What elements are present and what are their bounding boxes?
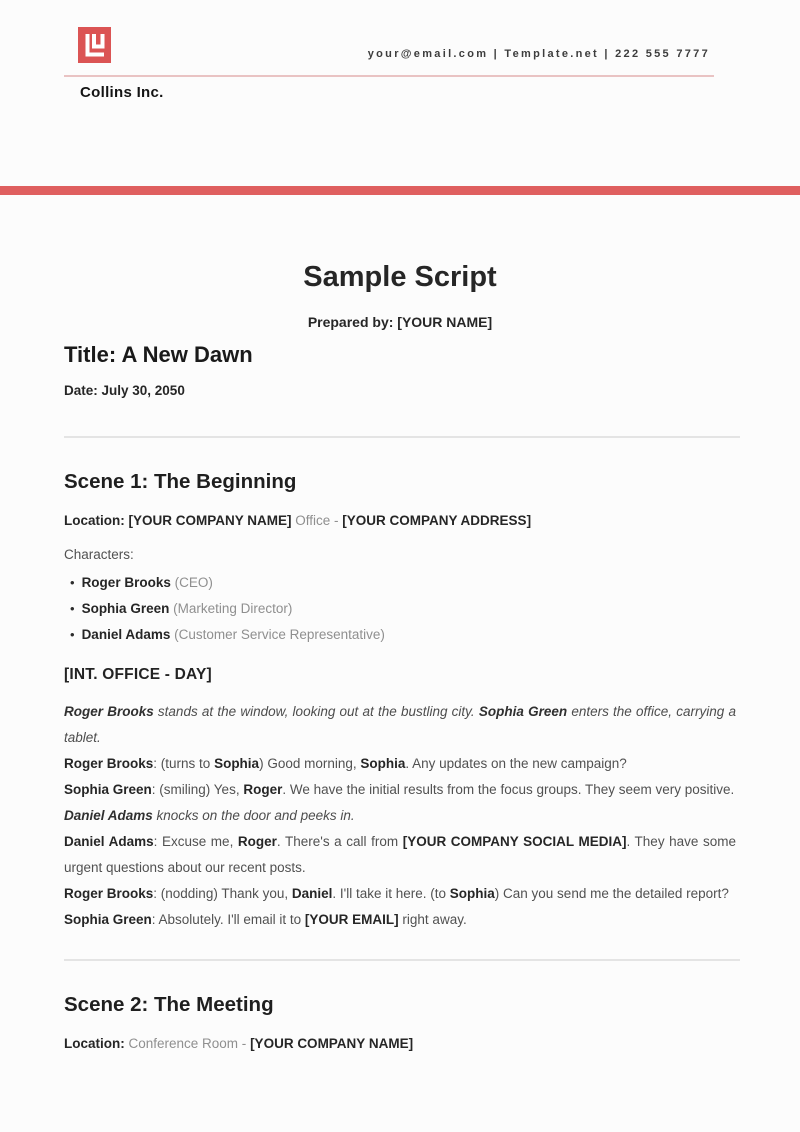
characters-label: Characters: (64, 547, 134, 562)
dialogue-line-sophia-1: Sophia Green: (smiling) Yes, Roger. We have the initial results from the focus groups. They seem very positive. (64, 782, 735, 797)
character-text: Roger Brooks (CEO) (81, 575, 213, 590)
character-item-roger (70, 570, 736, 596)
document-title: Sample Script (303, 261, 497, 293)
dialogue-line-daniel-1: Daniel Adams: Excuse me, Roger. There's a call from [YOUR COMPANY SOCIAL MEDIA]. They have some urgent questions about our recent posts. (64, 834, 737, 875)
script-title-line: Title: A New Dawn (64, 342, 253, 367)
letterhead-rule (64, 75, 714, 77)
scene-1-heading: Scene 1: The Beginning (64, 470, 297, 493)
slugline: [INT. OFFICE - DAY] (64, 666, 212, 683)
scene-2-heading: Scene 2: The Meeting (64, 993, 274, 1016)
contact-line: your@email.com | Template.net | 222 555 7777 (367, 48, 710, 60)
scene-1-location: Location: [YOUR COMPANY NAME] Office - [YOUR COMPANY ADDRESS] (64, 513, 532, 528)
scene-2-location: Location: Conference Room - [YOUR COMPANY NAME] (64, 1036, 414, 1051)
bullet-icon: • (70, 627, 75, 642)
letterhead-top-row (0, 0, 800, 63)
stage-direction-daniel: Daniel Adams knocks on the door and peeks in. (64, 808, 355, 823)
dialogue-line-sophia-2: Sophia Green: Absolutely. I'll email it to [YOUR EMAIL] right away. (64, 912, 467, 927)
section-divider-1 (64, 436, 740, 438)
character-text: Daniel Adams (Customer Service Representative) (81, 627, 385, 642)
company-logo-lu-monogram-icon (78, 27, 111, 63)
characters-list (70, 570, 736, 648)
dialogue-line-roger-2: Roger Brooks: (nodding) Thank you, Daniel. I'll take it here. (to Sophia) Can you send me the detailed report? (64, 886, 729, 901)
prepared-by-line: Prepared by: [YOUR NAME] (307, 314, 493, 330)
character-item-sophia (70, 596, 736, 622)
stage-direction: Roger Brooks stands at the window, looking out at the bustling city. Sophia Green enters the office, carrying a tablet. (64, 704, 736, 745)
company-name: Collins Inc. (80, 84, 164, 101)
bullet-icon: • (70, 575, 75, 590)
dialogue-line-roger-1: Roger Brooks: (turns to Sophia) Good morning, Sophia. Any updates on the new campaign? (64, 756, 627, 771)
script-dialogue (64, 699, 736, 933)
scene-1-section (0, 468, 800, 933)
bullet-icon: • (70, 601, 75, 616)
date-line: Date: July 30, 2050 (64, 383, 185, 398)
scene-2-section (0, 991, 800, 1053)
section-divider-2 (64, 959, 740, 961)
accent-bar (0, 186, 800, 195)
character-text: Sophia Green (Marketing Director) (81, 601, 293, 616)
letterhead (0, 0, 800, 102)
document-body (0, 258, 800, 1053)
character-item-daniel (70, 622, 736, 648)
